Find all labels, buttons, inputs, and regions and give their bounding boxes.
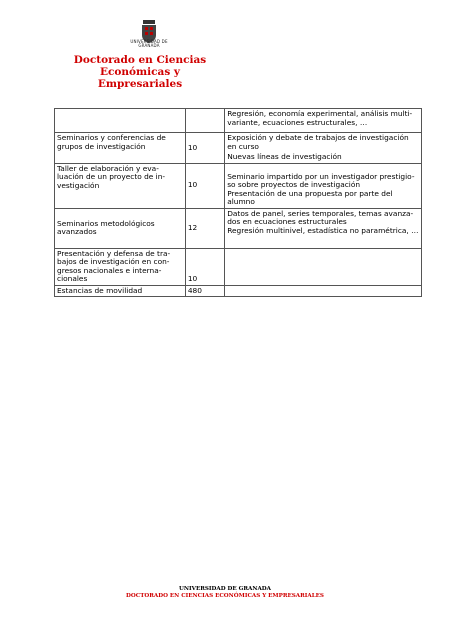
table-row xyxy=(55,248,422,285)
footer-program: DOCTORADO EN CIENCIAS ECONÓMICAS Y EMPRESARIALES xyxy=(126,593,324,599)
hours-cell xyxy=(185,163,224,208)
page-footer xyxy=(60,586,390,600)
institution-caption: UNIVERSIDAD DE GRANADA xyxy=(130,39,168,48)
hours-cell: 480 xyxy=(185,285,224,297)
program-title xyxy=(60,54,220,90)
table-row xyxy=(55,208,422,248)
description-cell xyxy=(225,133,422,164)
activity-cell xyxy=(55,208,186,248)
description-text: Seminario impartido por un investigador prestigio-so sobre proyectos de investigación xyxy=(227,171,415,189)
program-title-line1: Doctorado en Ciencias xyxy=(73,54,207,66)
description-text: Datos de panel, series temporales, temas avanza-dos en ecuaciones estructurales xyxy=(227,208,414,226)
hours-cell xyxy=(185,248,224,285)
hours-cell xyxy=(185,109,224,133)
description-cell xyxy=(225,163,422,208)
activity-text: Seminarios metodológicos avanzados xyxy=(57,218,155,236)
footer-university: UNIVERSIDAD DE GRANADA xyxy=(179,586,271,592)
description-text-2: Presentación de una propuesta por parte del alumno xyxy=(227,188,393,206)
hours-value: 10 xyxy=(187,142,198,152)
hours-value: 10 xyxy=(187,274,198,283)
table-row xyxy=(55,109,422,133)
table-row xyxy=(55,285,422,297)
description-cell xyxy=(225,208,422,248)
table-row xyxy=(55,163,422,208)
description-text: Regresión, economía experimental, análisis multi-variante, ecuaciones estructurales, … xyxy=(227,109,413,127)
activities-table xyxy=(54,108,422,297)
description-text-2: Nuevas líneas de investigación xyxy=(227,152,342,161)
activity-cell: Estancias de movilidad xyxy=(55,285,186,297)
description-cell xyxy=(225,109,422,133)
hours-value: 12 xyxy=(187,222,198,232)
program-title-line2: Económicas y Empresariales xyxy=(97,66,183,90)
hours-cell xyxy=(185,133,224,164)
description-cell xyxy=(225,248,422,285)
activity-cell: Taller de elaboración y eva-luación de un proyecto de in-vestigación xyxy=(55,163,186,208)
hours-value: 10 xyxy=(187,180,198,190)
activity-cell xyxy=(55,109,186,133)
activity-cell: Seminarios y conferencias de grupos de investigación xyxy=(55,133,186,164)
description-text-2: Regresión multinivel, estadística no paramétrica, … xyxy=(227,225,419,235)
hours-cell xyxy=(185,208,224,248)
table-row xyxy=(55,133,422,164)
description-text: Exposición y debate de trabajos de investigación en curso xyxy=(227,133,409,151)
activity-cell: Presentación y defensa de tra-bajos de investigación en con-gresos nacionales e interna-cionales xyxy=(55,248,186,285)
description-cell xyxy=(225,285,422,297)
